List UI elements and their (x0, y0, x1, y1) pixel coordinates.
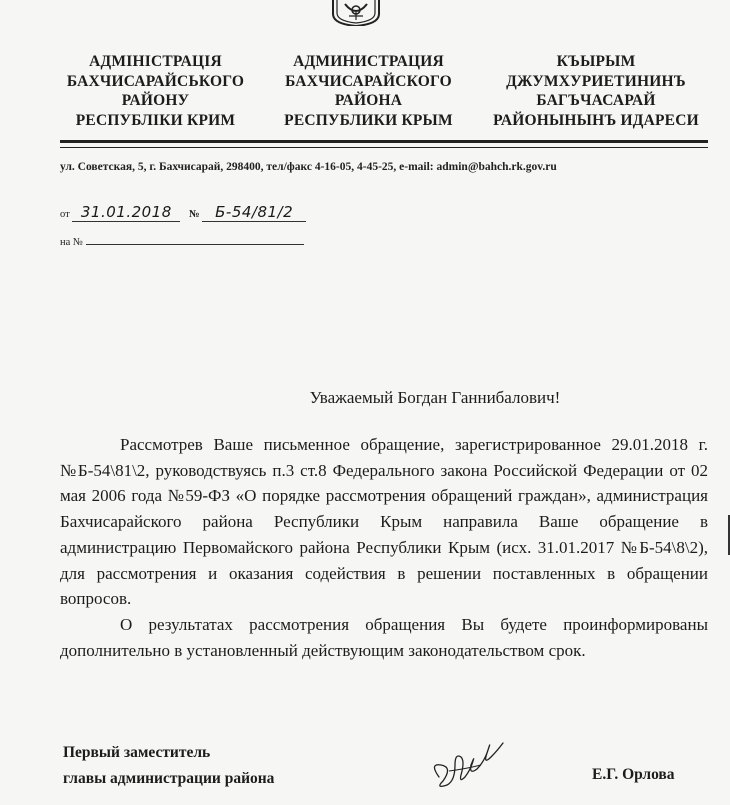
coat-of-arms-icon (327, 0, 385, 26)
header-divider-thick (60, 140, 708, 143)
header-crimean-tatar (486, 52, 706, 130)
header-line: РАЙОНА (334, 92, 403, 109)
paragraph: Рассмотрев Ваше письменное обращение, зарегистрированное 29.01.2018 г. №Б-54\81\2, руководствуясь п.3 ст.8 Федерального закона Российской Федерации от 02 мая 2006 года №59-ФЗ «О порядке рассмотрения обращений граждан», администрация Бахчисарайского района Республики Крым направила Ваше обращение в администрацию Первомайского района Республики Крым (исх. 31.01.2017 №Б-54\8\2), для рассмотрения и оказания содействия в решении поставленных в обращении вопросов. (60, 435, 708, 609)
header-line: АДМИНИСТРАЦИЯ (293, 53, 444, 70)
signatory-title-line: главы администрации района (63, 770, 275, 787)
header-line: БАХЧИСАРАЙСКОГО (285, 72, 452, 90)
reply-number-blank (86, 234, 304, 245)
header-line: КЪЫРЫМ (556, 53, 636, 70)
date-value: 31.01.2018 (72, 203, 180, 222)
paragraph: О результатах рассмотрения обращения Вы будете проинформированы дополнительно в установленный действующим законодательством срок. (60, 614, 708, 660)
greeting: Уважаемый Богдан Ганнибалович! (309, 388, 561, 407)
header-line: ДЖУМХУРИЕТИНИНЪ (506, 72, 686, 90)
reply-prefix: на № (60, 237, 83, 248)
signatory-title-line: Первый заместитель (63, 744, 211, 761)
date-prefix: от (60, 209, 70, 220)
number-prefix: № (188, 209, 200, 220)
header-line: РАЙОНЫНЫНЪ ИДАРЕСИ (493, 111, 699, 129)
header-line: АДМІНІСТРАЦІЯ (89, 53, 222, 70)
signatory-name: Е.Г. Орлова (592, 766, 675, 783)
header-line: БАГЪЧАСАРАЙ (536, 92, 656, 109)
number-value: Б-54/81/2 (202, 203, 306, 222)
header-ukrainian (48, 52, 263, 130)
header-line: БАХЧИСАРАЙСЬКОГО (66, 72, 245, 90)
reply-ref-row (60, 234, 304, 248)
header-russian (261, 52, 476, 130)
header-line: РЕСПУБЛІКИ КРИМ (75, 111, 236, 129)
header-line: РАЙОНУ (121, 92, 190, 109)
letter-body (60, 432, 708, 663)
address-line: ул. Советская, 5, г. Бахчисарай, 298400, тел/факс 4-16-05, 4-45-25, e-mail: admin@bahch.rk.gov.ru (60, 161, 557, 173)
header-line: РЕСПУБЛИКИ КРЫМ (284, 111, 453, 129)
header-divider-thin (60, 147, 708, 148)
handwritten-signature (425, 735, 515, 790)
registration-date-row (60, 203, 320, 225)
signatory-title (63, 740, 274, 792)
